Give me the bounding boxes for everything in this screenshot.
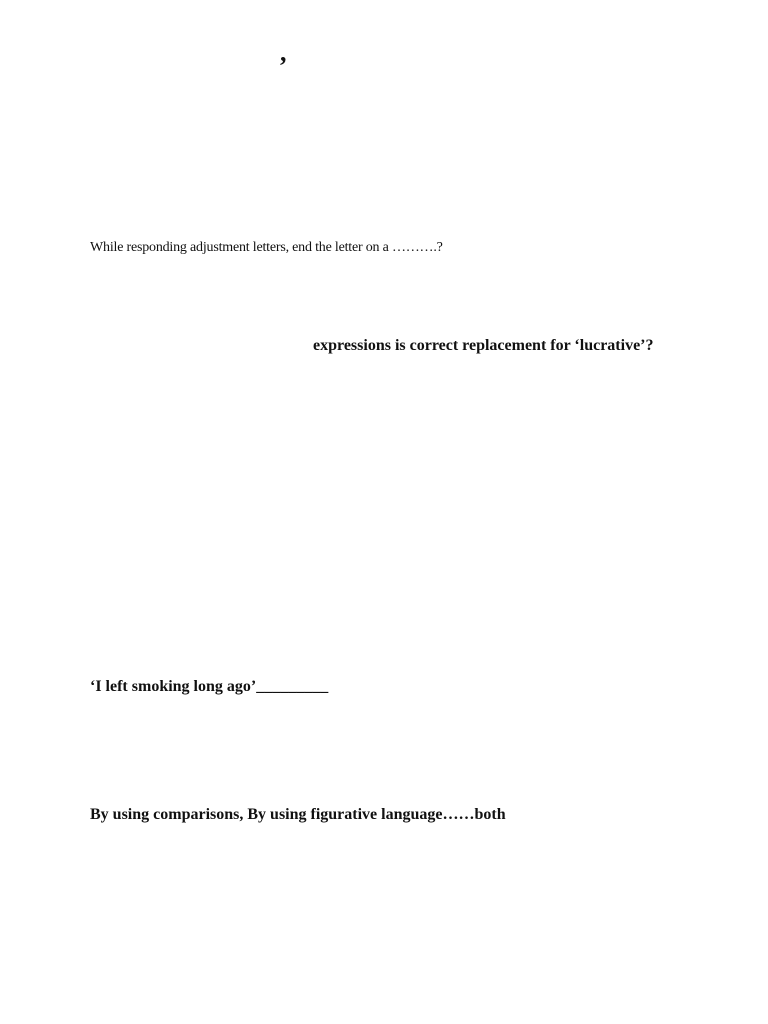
question-adjustment-letters: While responding adjustment letters, end the letter on a ……….? [90, 240, 443, 255]
stray-comma-mark: , [280, 38, 287, 67]
question-left-smoking: ‘I left smoking long ago’_________ [90, 678, 329, 695]
question-lucrative-replacement: expressions is correct replacement for ‘lucrative’? [313, 337, 654, 354]
answer-comparisons-figurative: By using comparisons, By using figurative language……both [90, 806, 506, 823]
